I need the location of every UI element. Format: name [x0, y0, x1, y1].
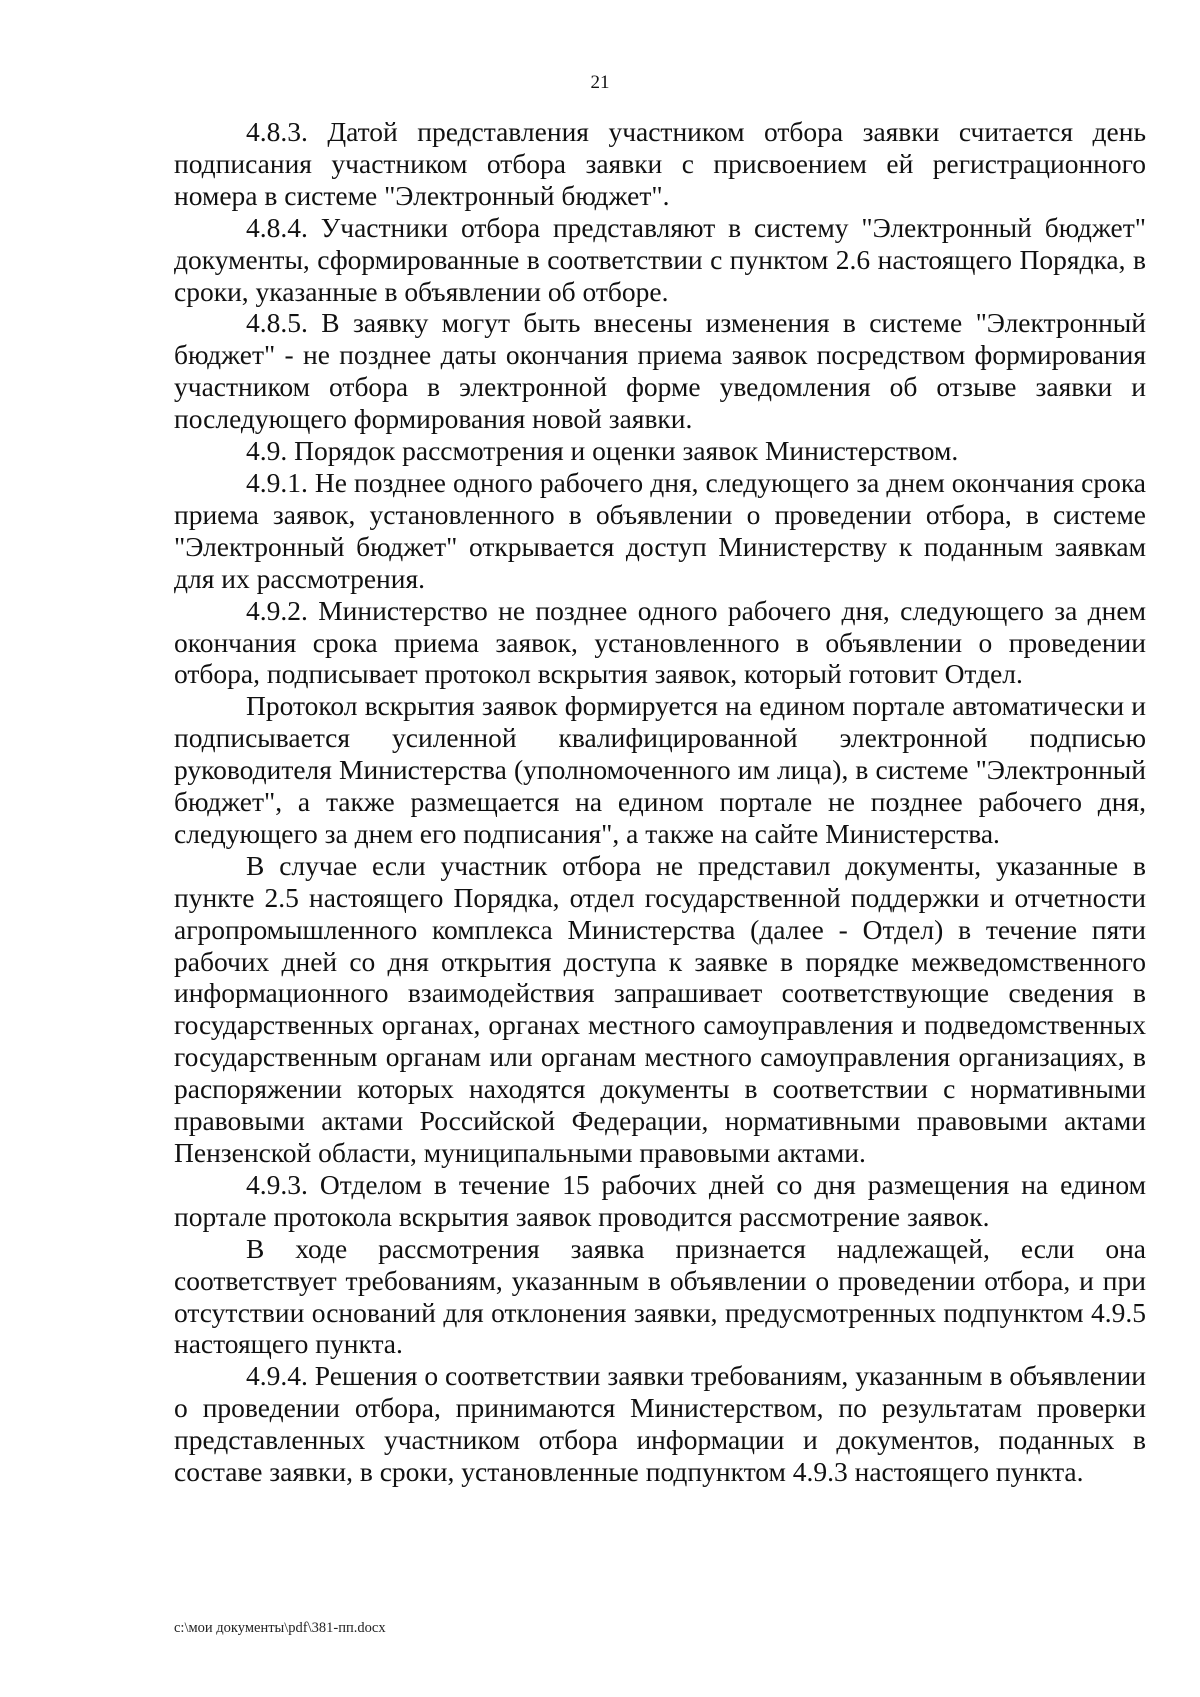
paragraph-4-9-4: 4.9.4. Решения о соответствии заявки требованиям, указанным в объявлении о проведении отбора, принимаются Министерством, по результатам проверки представленных участником отбора информации и документов, поданных в составе заявки, в сроки, установленные подпунктом 4.9.3 настоящего пункта.	[174, 1360, 1146, 1488]
page-number: 21	[590, 72, 610, 93]
paragraph-4-8-5: 4.8.5. В заявку могут быть внесены изменения в системе "Электронный бюджет" - не позднее даты окончания приема заявок посредством формирования участником отбора в электронной форме уведомления об отзыве заявки и последующего формирования новой заявки.	[174, 307, 1146, 435]
paragraph-4-9-3: 4.9.3. Отделом в течение 15 рабочих дней со дня размещения на едином портале протокола вскрытия заявок проводится рассмотрение заявок.	[174, 1168, 1146, 1232]
paragraph-4-9-2: 4.9.2. Министерство не позднее одного рабочего дня, следующего за днем окончания срока приема заявок, установленного в объявлении о проведении отбора, подписывает протокол вскрытия заявок, который готовит Отдел.	[174, 594, 1146, 690]
paragraph-4-9: 4.9. Порядок рассмотрения и оценки заявок Министерством.	[246, 435, 959, 467]
paragraph-4-8-4: 4.8.4. Участники отбора представляют в систему "Электронный бюджет" документы, сформированные в соответствии с пунктом 2.6 настоящего Порядка, в сроки, указанные в объявлении об отборе.	[174, 211, 1146, 307]
paragraph-4-8-3: 4.8.3. Датой представления участником отбора заявки считается день подписания участником отбора заявки с присвоением ей регистрационного номера в системе "Электронный бюджет".	[174, 116, 1146, 211]
document-body	[174, 116, 1146, 1488]
paragraph-missing-documents: В случае если участник отбора не представил документы, указанные в пункте 2.5 настоящего Порядка, отдел государственной поддержки и отчетности агропромышленного комплекса Министерства (далее - Отдел) в течение пяти рабочих дней со дня открытия доступа к заявке в порядке межведомственного информационного взаимодействия запрашивает соответствующие сведения в государственных органах, органах местного самоуправления и подведомственных государственным органам или органам местного самоуправления организациях, в распоряжении которых находятся документы в соответствии с нормативными правовыми актами Российской Федерации, нормативными правовыми актами Пензенской области, муниципальными правовыми актами.	[174, 849, 1146, 1168]
paragraph-review: В ходе рассмотрения заявка признается надлежащей, если она соответствует требованиям, указанным в объявлении о проведении отбора, и при отсутствии оснований для отклонения заявки, предусмотренных подпунктом 4.9.5 настоящего пункта.	[174, 1232, 1146, 1360]
paragraph-4-9-1: 4.9.1. Не позднее одного рабочего дня, следующего за днем окончания срока приема заявок, установленного в объявлении о проведении отбора, в системе "Электронный бюджет" открывается доступ Министерству к поданным заявкам для их рассмотрения.	[174, 466, 1146, 594]
footer-file-path: c:\мои документы\pdf\381-пп.docx	[174, 1620, 386, 1636]
paragraph-protocol: Протокол вскрытия заявок формируется на едином портале автоматически и подписывается усиленной квалифицированной электронной подписью руководителя Министерства (уполномоченного им лица), в системе "Электронный бюджет", а также размещается на едином портале не позднее рабочего дня, следующего за днем его подписания", а также на сайте Министерства.	[174, 690, 1146, 849]
